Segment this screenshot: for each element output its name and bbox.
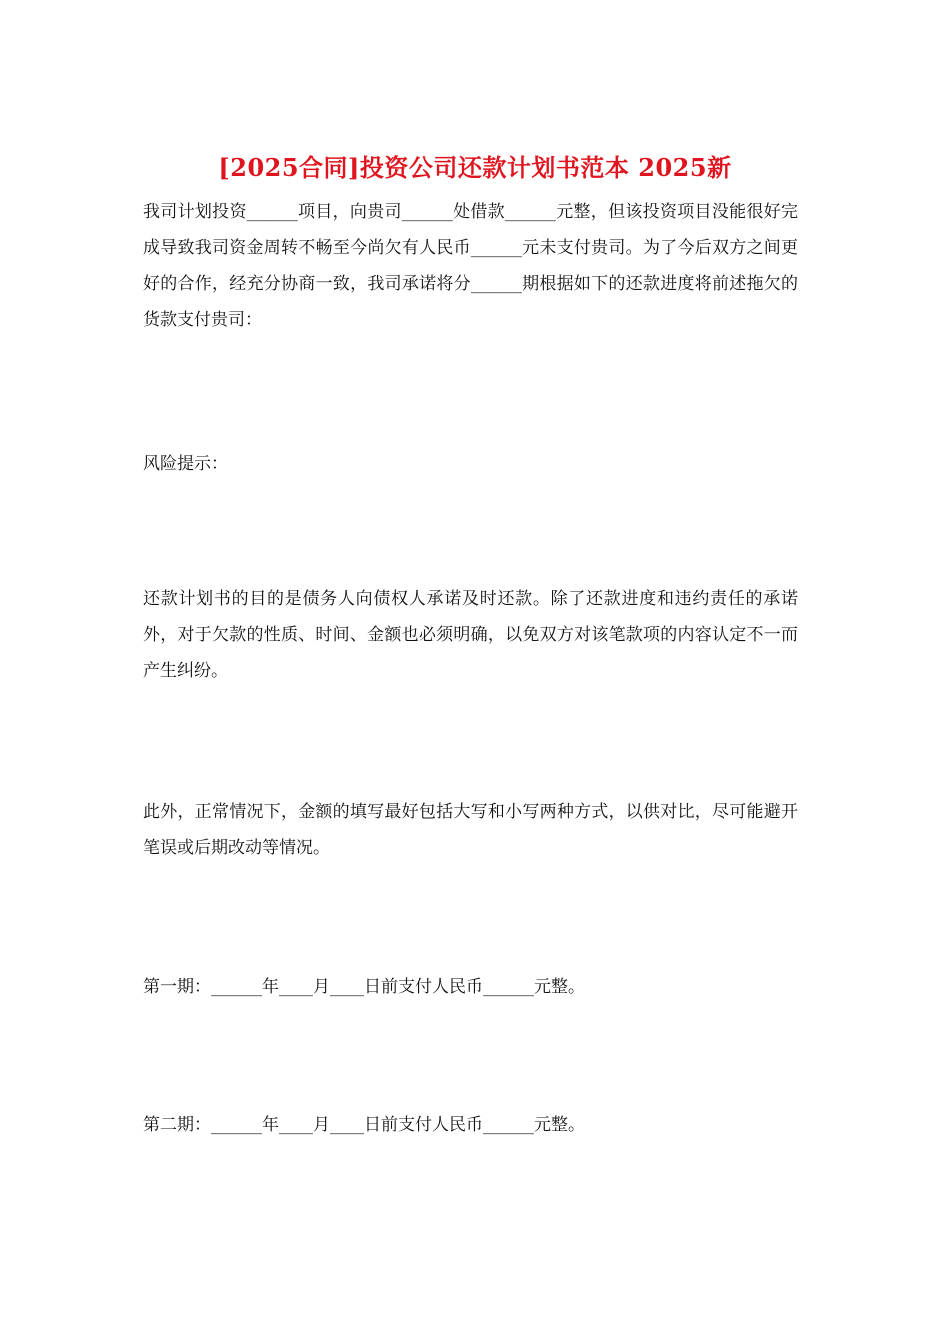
amount-note-paragraph: 此外，正常情况下，金额的填写最好包括大写和小写两种方式，以供对比，尽可能避开笔误或后期改动等情况。 <box>143 802 798 858</box>
risk-notice-heading: 风险提示： <box>143 454 228 474</box>
intro-paragraph: 我司计划投资______项目，向贵司______处借款______元整，但该投资项目没能很好完成导致我司资金周转不畅至今尚欠有人民币______元未支付贵司。为了今后双方之间更好的合作，经充分协商一致，我司承诺将分______期根据如下的还款进度将前述拖欠的货款支付贵司： <box>143 202 798 330</box>
phase-2-line: 第二期：______年____月____日前支付人民币______元整。 <box>143 1115 585 1135</box>
document-title: [2025合同]投资公司还款计划书范本 2025新 <box>218 153 732 182</box>
phase-1-line: 第一期：______年____月____日前支付人民币______元整。 <box>143 977 585 997</box>
purpose-paragraph: 还款计划书的目的是债务人向债权人承诺及时还款。除了还款进度和违约责任的承诺外，对于欠款的性质、时间、金额也必须明确，以免双方对该笔款项的内容认定不一而产生纠纷。 <box>143 589 798 681</box>
